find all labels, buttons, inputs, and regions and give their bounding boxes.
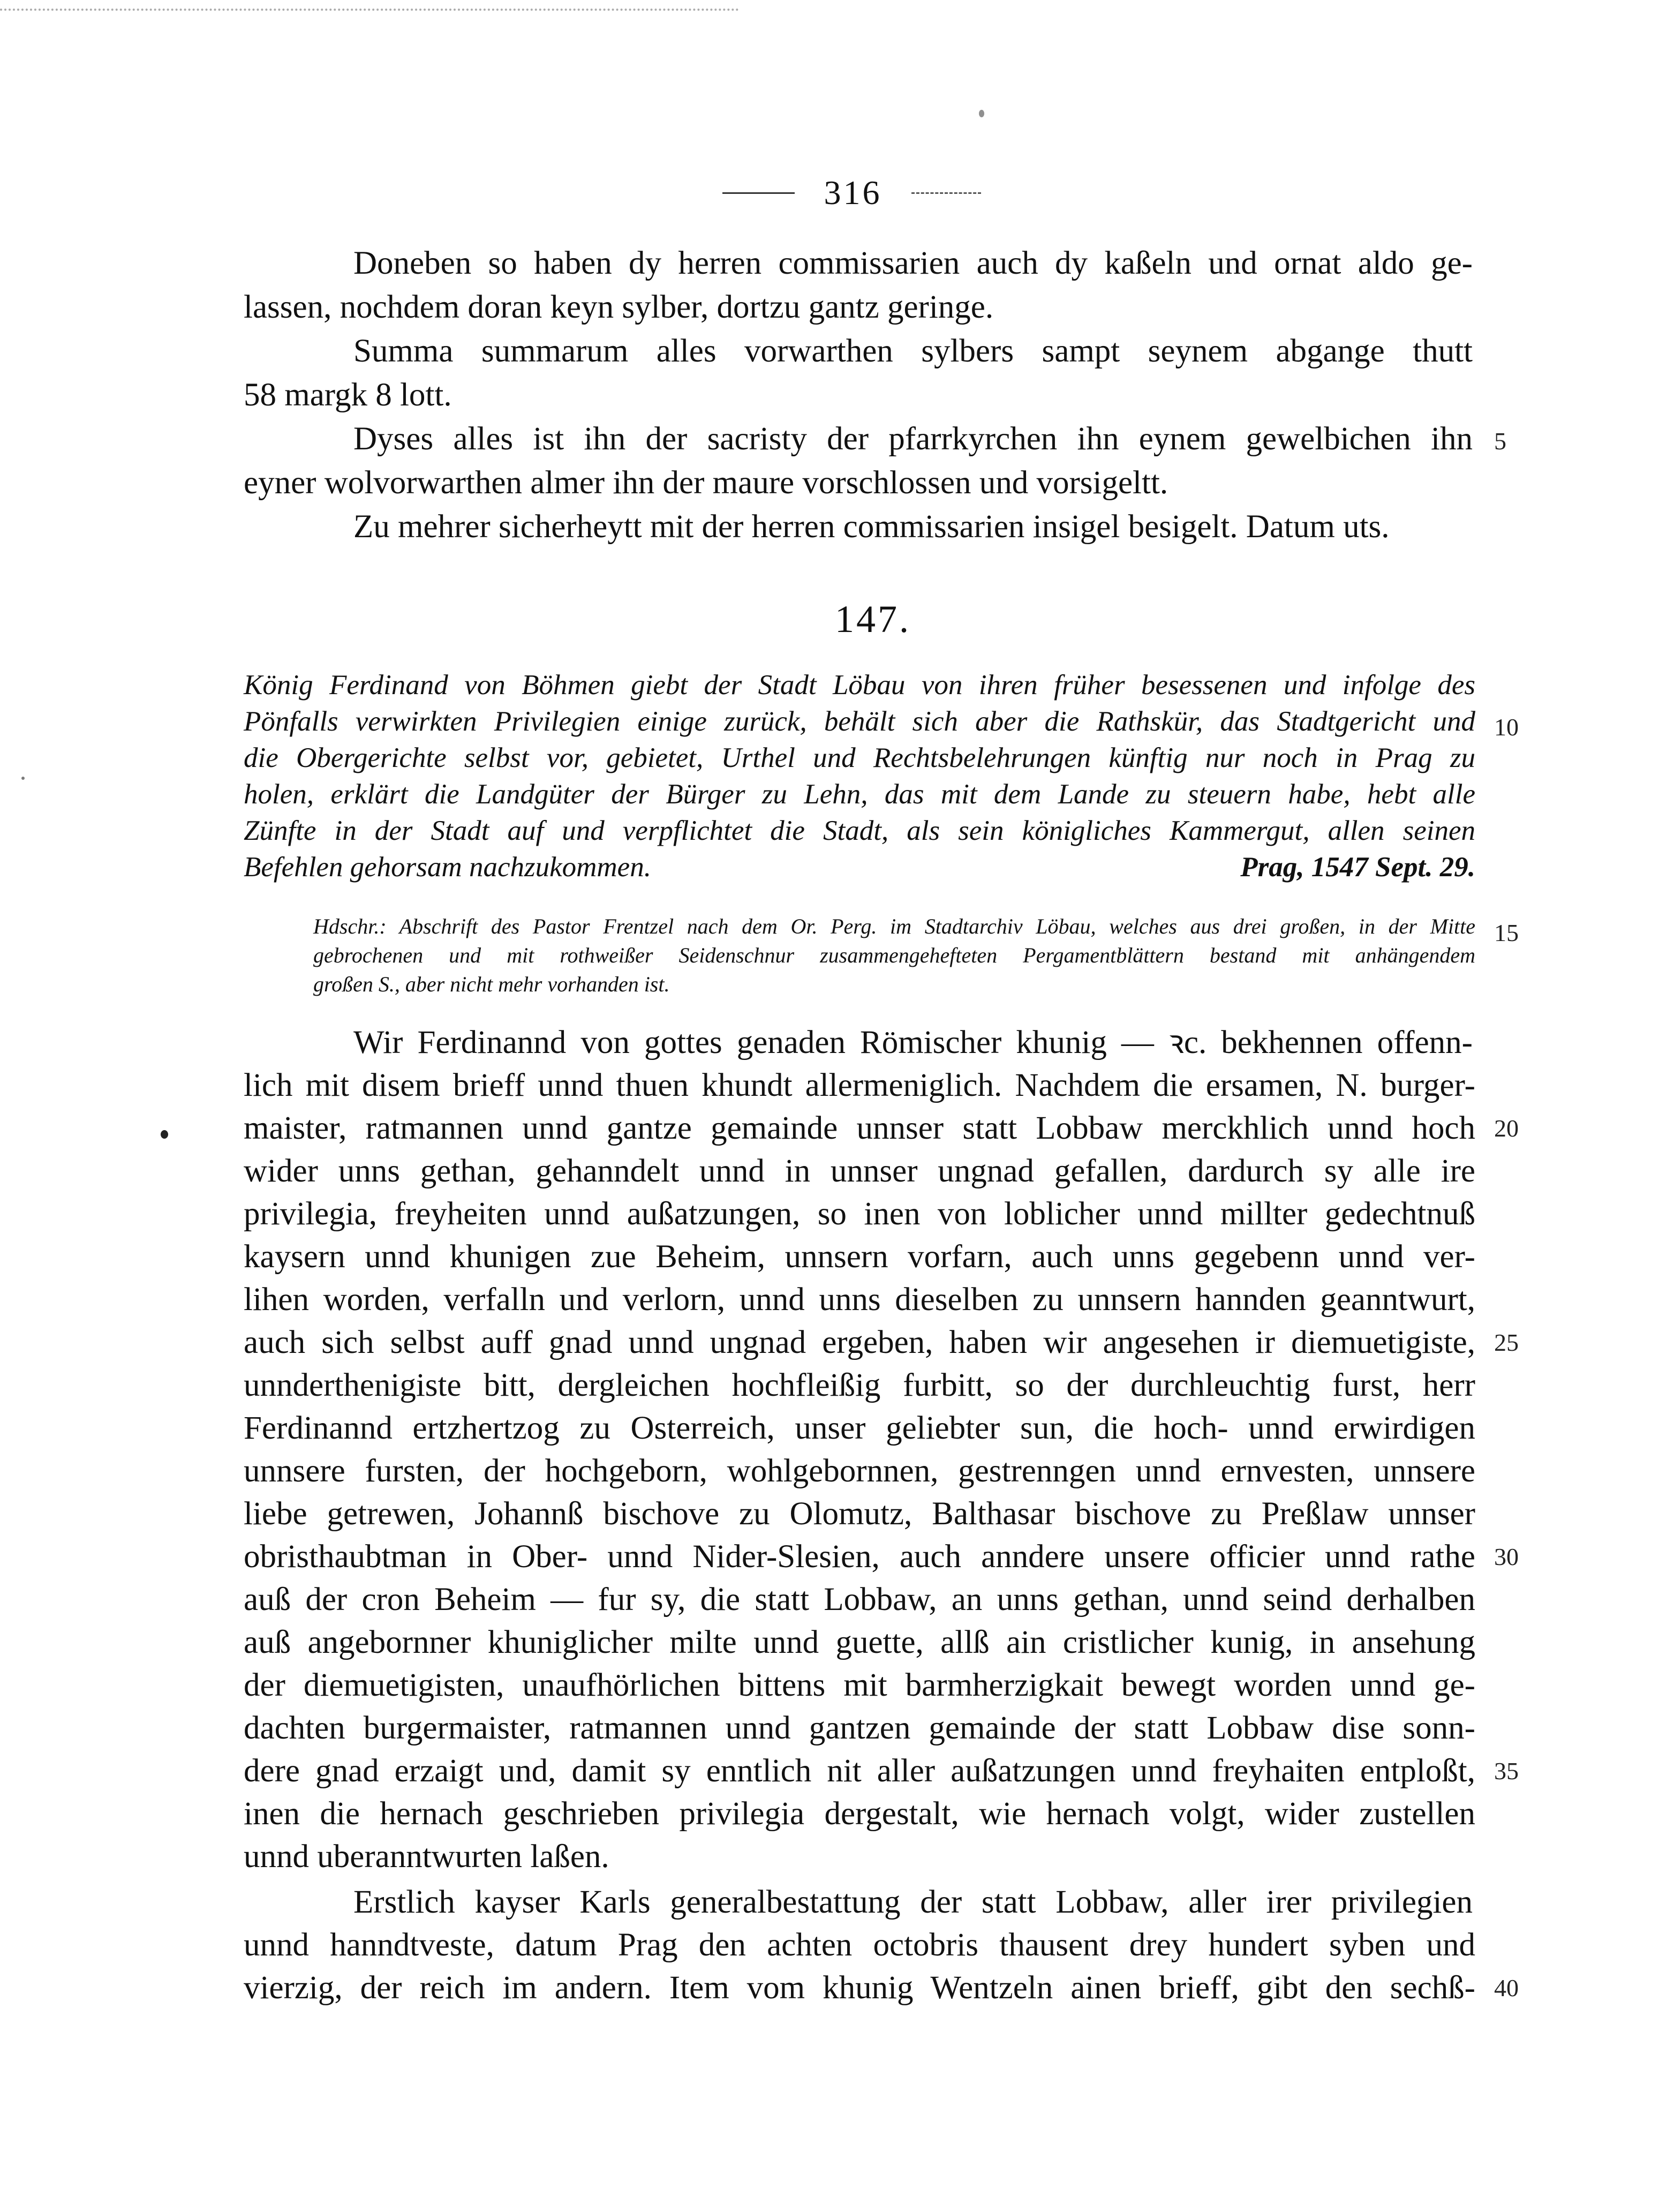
body-line: auß angebornner khuniglicher milte unnd guette, allß ain cristlicher kunig, in ansehung [244, 1624, 1475, 1660]
body-line: obristhaubtman in Ober- unnd Nider-Slesien, auch anndere unsere officier unnd rathe [244, 1539, 1475, 1575]
margin-line-number: 30 [1494, 1543, 1519, 1570]
body-line: vierzig, der reich im andern. Item vom khunig Wentzeln ainen brieff, gibt den sechß- [244, 1970, 1475, 2006]
margin-line-number: 40 [1494, 1974, 1519, 2002]
regest-date: Prag, 1547 Sept. 29. [1240, 852, 1475, 883]
margin-line-number: 20 [1494, 1115, 1519, 1142]
body-line: unnd hanndtveste, datum Prag den achten octobris thausent drey hundert syben und [244, 1927, 1475, 1963]
body-line: inen die hernach geschrieben privilegia dergestalt, wie hernach volgt, wider zustellen [244, 1796, 1475, 1832]
body-line: maister, ratmannen unnd gantze gemainde unnser statt Lobbaw merckhlich unnd hoch [244, 1110, 1475, 1146]
regest-line: Zünfte in der Stadt auf und verpflichtet die Stadt, als sein königliches Kammergut, allen seinen [244, 815, 1475, 846]
header-rule-left [722, 192, 795, 194]
body-line: auß der cron Beheim — fur sy, die statt Lobbaw, an unns gethan, unnd seind derhalben [244, 1582, 1475, 1617]
regest-line: die Obergerichte selbst vor, gebietet, Urthel und Rechtsbelehrungen künftig nur noch in Prag zu [244, 742, 1475, 773]
margin-line-number: 10 [1494, 713, 1519, 741]
ink-speck [21, 777, 25, 780]
text-line: Doneben so haben dy herren commissarien auch dy kaßeln und ornat aldo ge- [353, 245, 1473, 281]
page-header [712, 169, 991, 217]
body-line: privilegia, freyheiten unnd außatzungen, so inen von loblicher unnd millter gedechtnuß [244, 1196, 1475, 1232]
scan-edge-noise [0, 9, 739, 11]
text-line: Dyses alles ist ihn der sacristy der pfarrkyrchen ihn eynem gewelbichen ihn [353, 421, 1473, 457]
text-line: 58 margk 8 lott. [244, 377, 452, 413]
source-line: Hdschr.: Abschrift des Pastor Frentzel nach dem Or. Perg. im Stadtarchiv Löbau, welches aus drei großen, in der Mitte [313, 914, 1475, 938]
ink-speck [161, 1130, 168, 1139]
body-line: der diemuetigisten, unaufhörlichen bittens mit barmherzigkait bewegt worden unnd ge- [244, 1667, 1475, 1703]
ink-speck [979, 110, 984, 117]
margin-line-number: 25 [1494, 1329, 1519, 1356]
body-line: Ferdinannd ertzhertzog zu Osterreich, unser geliebter sun, die hoch- unnd erwirdigen [244, 1410, 1475, 1446]
body-line: lihen worden, verfalln und verlorn, unnd unns dieselben zu unnsern hannden geanntwurt, [244, 1282, 1475, 1318]
body-line: dere gnad erzaigt und, damit sy enntlich nit aller außatzungen unnd freyhaiten entploßt, [244, 1753, 1475, 1789]
body-line: liebe getrewen, Johannß bischove zu Olomutz, Balthasar bischove zu Preßlaw unnser [244, 1496, 1475, 1532]
body-line: auch sich selbst auff gnad unnd ungnad ergeben, haben wir angesehen ir diemuetigiste, [244, 1325, 1475, 1360]
source-line: großen S., aber nicht mehr vorhanden ist. [313, 972, 670, 996]
text-line: lassen, nochdem doran keyn sylber, dortzu gantz geringe. [244, 289, 994, 325]
body-line: unnd uberanntwurten laßen. [244, 1839, 609, 1875]
regest-line: Pönfalls verwirkten Privilegien einige zurück, behält sich aber die Rathskür, das Stadtgericht und [244, 706, 1475, 737]
body-line: kaysern unnd khunigen zue Beheim, unnsern vorfarn, auch unns gegebenn unnd ver- [244, 1239, 1475, 1275]
body-line: Erstlich kayser Karls generalbestattung der statt Lobbaw, aller irer privilegien [353, 1884, 1473, 1920]
body-line: unnsere fursten, der hochgeborn, wohlgebornnen, gestrenngen unnd ernvesten, unnsere [244, 1453, 1475, 1489]
text-line: Zu mehrer sicherheytt mit der herren commissarien insigel besigelt. Datum uts. [353, 509, 1390, 545]
section-number: 147. [835, 598, 911, 641]
source-line: gebrochenen und mit rothweißer Seidenschnur zusammengehefteten Pergamentblättern bestand mit anhängendem [313, 943, 1475, 967]
body-line: unnderthenigiste bitt, dergleichen hochfleißig furbitt, so der durchleuchtig furst, herr [244, 1367, 1475, 1403]
body-line: wider unns gethan, gehanndelt unnd in unnser ungnad gefallen, dardurch sy alle ire [244, 1153, 1475, 1189]
regest-line: König Ferdinand von Böhmen giebt der Stadt Löbau von ihren früher besessenen und infolge des [244, 669, 1475, 701]
margin-line-number: 35 [1494, 1757, 1519, 1785]
text-line: eyner wolvorwarthen almer ihn der maure vorschlossen und vorsigeltt. [244, 465, 1168, 501]
body-line: dachten burgermaister, ratmannen unnd gantzen gemainde der statt Lobbaw dise sonn- [244, 1710, 1475, 1746]
body-line: Wir Ferdinannd von gottes genaden Römischer khunig — ꝛc. bekhennen offenn- [353, 1025, 1473, 1060]
page-number: 316 [824, 174, 882, 212]
margin-line-number: 5 [1494, 427, 1506, 455]
regest-line: holen, erklärt die Landgüter der Bürger zu Lehn, das mit dem Lande zu steuern habe, hebt alle [244, 779, 1475, 810]
margin-line-number: 15 [1494, 919, 1519, 946]
header-rule-right [911, 192, 981, 194]
text-line: Summa summarum alles vorwarthen sylbers sampt seynem abgange thutt [353, 333, 1473, 369]
regest-line: Befehlen gehorsam nachzukommen. [244, 852, 651, 883]
body-line: lich mit disem brieff unnd thuen khundt allermeniglich. Nachdem die ersamen, N. burger- [244, 1067, 1475, 1103]
